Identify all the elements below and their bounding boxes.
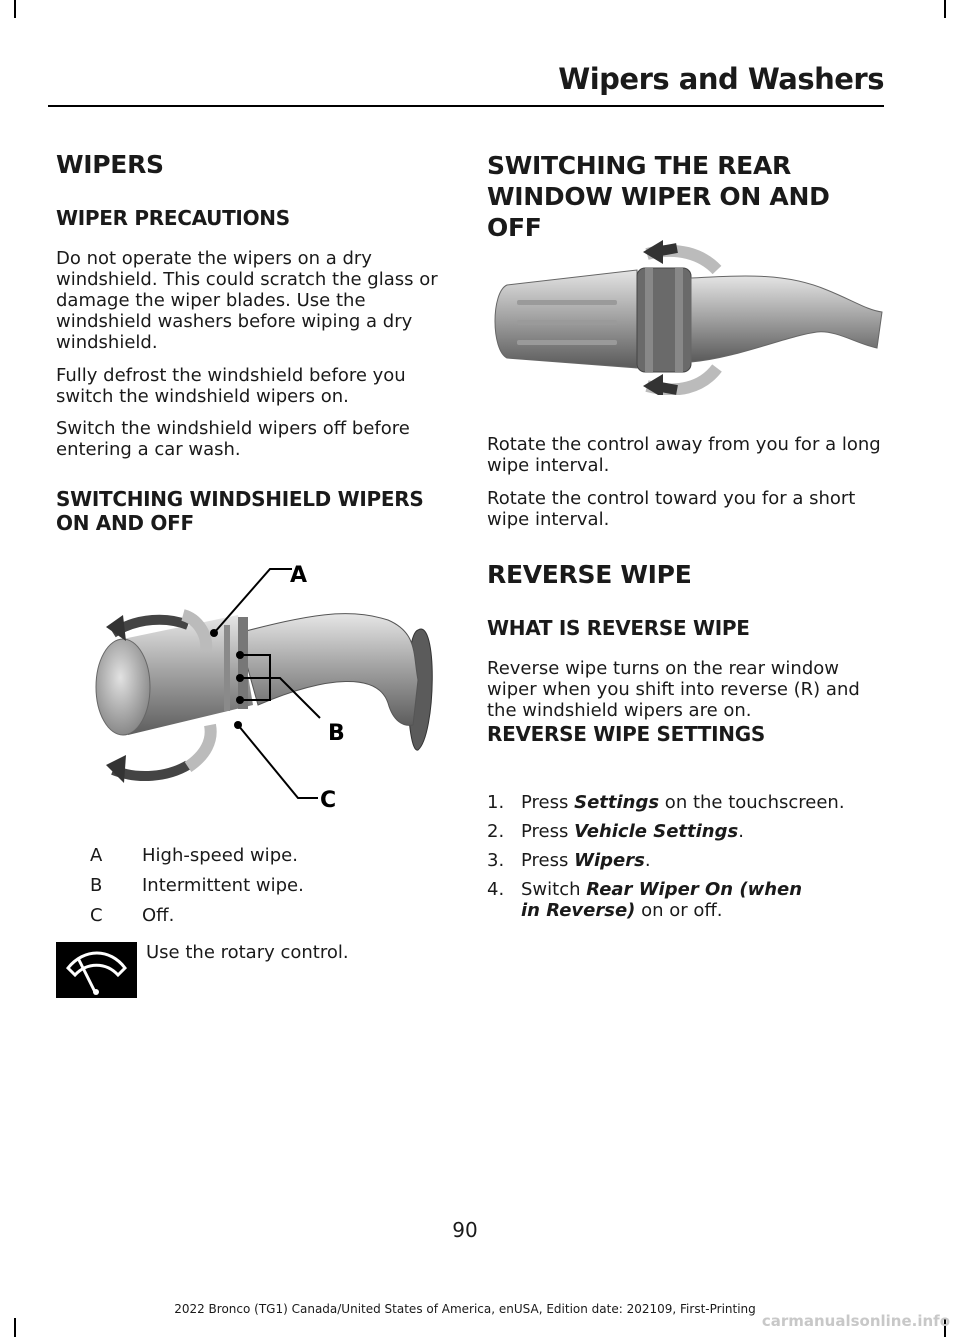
step-text: . [644, 850, 651, 871]
step-emphasis: Rear Wiper On (when in Reverse) [521, 879, 803, 921]
header-divider [48, 105, 884, 107]
step-text: Switch [521, 879, 587, 900]
step-number: 4. [487, 879, 505, 900]
paragraph-dry-windshield: Do not operate the wipers on a dry windshield. This could scratch the glass or damage the wiper blades. Use the windshield washers before wiping a dry windshield. [56, 248, 438, 353]
legend-key: B [90, 875, 103, 896]
page-header-title: Wipers and Washers [558, 62, 884, 96]
subheading-switching-windshield-wipers: SWITCHING WINDSHIELD WIPERS ON AND OFF [56, 487, 424, 535]
subheading-wiper-precautions: WIPER PRECAUTIONS [56, 206, 290, 230]
paragraph-car-wash: Switch the windshield wipers off before entering a car wash. [56, 418, 410, 460]
step-emphasis: Wipers [574, 850, 645, 871]
edition-info: 2022 Bronco (TG1) Canada/United States of America, enUSA, Edition date: 202109, First-Printing [174, 1302, 756, 1316]
step-emphasis: Vehicle Settings [574, 821, 739, 842]
figure-label-b: B [328, 721, 345, 746]
step-text: on the touchscreen. [659, 792, 845, 813]
paragraph-defrost: Fully defrost the windshield before you switch the windshield wipers on. [56, 365, 406, 407]
legend-text: Off. [142, 905, 175, 926]
paragraph-rotate-away: Rotate the control away from you for a long wipe interval. [487, 434, 881, 476]
rear-wiper-rotary-figure [487, 240, 883, 395]
subheading-what-is-reverse-wipe: WHAT IS REVERSE WIPE [487, 616, 750, 640]
step-text: on or off. [635, 900, 723, 921]
rotary-control-text: Use the rotary control. [146, 942, 349, 963]
figure-label-a: A [290, 563, 308, 588]
section-heading-wipers: WIPERS [56, 150, 164, 179]
step-text: Press [521, 792, 575, 813]
step-number: 3. [487, 850, 505, 871]
step-emphasis: Settings [574, 792, 660, 813]
watermark: carmanualsonline.info [761, 1312, 950, 1330]
step-number: 1. [487, 792, 505, 813]
paragraph-rotate-toward: Rotate the control toward you for a short wipe interval. [487, 488, 856, 530]
legend-key: A [90, 845, 103, 866]
subheading-reverse-wipe-settings: REVERSE WIPE SETTINGS [487, 722, 765, 746]
figure-label-c: C [320, 788, 337, 813]
section-heading-reverse-wipe: REVERSE WIPE [487, 560, 692, 589]
legend-text: High-speed wipe. [142, 845, 298, 866]
page-number: 90 [452, 1218, 478, 1242]
step-text: Press [521, 821, 575, 842]
step-text: . [738, 821, 744, 842]
section-heading-rear-wiper: SWITCHING THE REAR WINDOW WIPER ON AND OFF [487, 151, 830, 242]
crop-mark-top-right [944, 0, 946, 18]
step-text: Press [521, 850, 575, 871]
windshield-wiper-stalk-figure [88, 555, 458, 815]
legend-key: C [90, 905, 103, 926]
legend-text: Intermittent wipe. [142, 875, 304, 896]
crop-mark-top-left [14, 0, 16, 18]
crop-mark-bottom-left [14, 1318, 16, 1337]
windshield-wiper-icon [56, 942, 137, 998]
step-number: 2. [487, 821, 505, 842]
paragraph-reverse-wipe-description: Reverse wipe turns on the rear window wiper when you shift into reverse (R) and the windshield wipers are on. [487, 658, 860, 721]
